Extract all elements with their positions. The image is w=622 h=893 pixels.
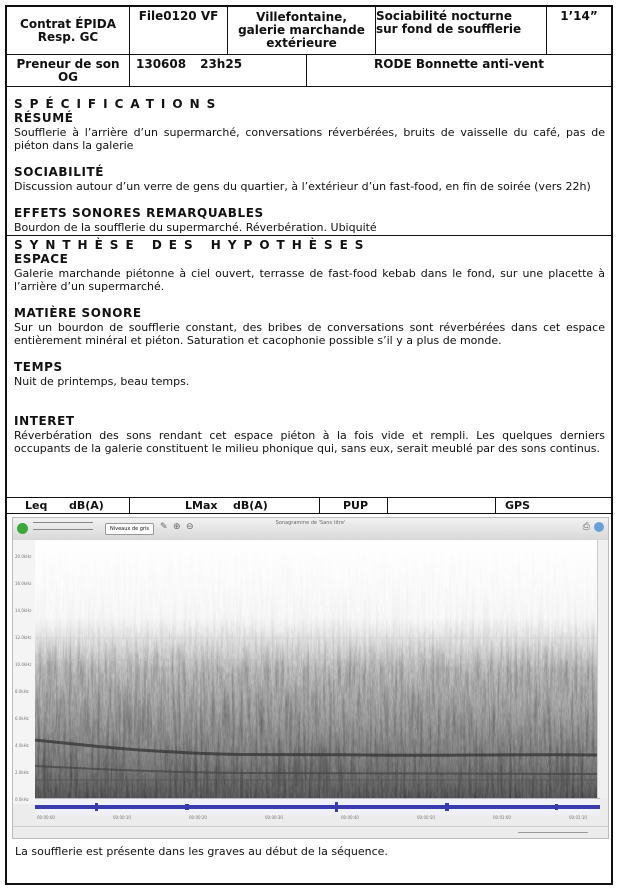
horizontal-zoom-slider[interactable] bbox=[518, 832, 588, 836]
frequency-tick: 12.0kHz bbox=[15, 635, 32, 640]
contrat-label: Contrat ÉPIDA bbox=[20, 16, 116, 31]
titre-line-2: sur fond de soufflerie bbox=[376, 22, 522, 36]
contrat-cell bbox=[7, 7, 130, 54]
caption: La soufflerie est présente dans les graves au début de la séquence. bbox=[15, 845, 388, 858]
materiel-label: RODE Bonnette anti-vent bbox=[374, 57, 544, 71]
time-axis bbox=[35, 814, 600, 824]
preneur-line-2: OG bbox=[57, 69, 79, 84]
print-icon[interactable]: ⎙ bbox=[582, 522, 590, 532]
gps-label: GPS bbox=[505, 499, 531, 512]
date-cell bbox=[130, 55, 307, 86]
gps-cell bbox=[496, 498, 611, 513]
time-tick: 00:00:50 bbox=[417, 815, 435, 820]
temps-heading: TEMPS bbox=[14, 360, 63, 374]
frequency-tick: 20.0kHz bbox=[15, 554, 32, 559]
time-tick: 00:00:00 bbox=[37, 815, 55, 820]
zoom-out-icon[interactable]: ⊖ bbox=[186, 522, 194, 532]
frequency-tick: 0.0kHz bbox=[15, 797, 29, 802]
header-row bbox=[7, 7, 611, 55]
vertical-scrollbar[interactable] bbox=[597, 540, 608, 798]
spectrogram-toolbar bbox=[13, 518, 608, 541]
file-label: File0120 VF bbox=[138, 9, 219, 23]
lmax-unit: dB(A) bbox=[233, 499, 268, 512]
espace-text: Galerie marchande piétonne à ciel ouvert, terrasse de fast-food kebab dans le fond, sur une placette à l’arrière d’un supermarché. bbox=[14, 267, 605, 293]
pup-cell bbox=[320, 498, 388, 513]
zoom-in-icon[interactable]: ⊕ bbox=[173, 522, 181, 532]
waveform-svg bbox=[35, 799, 600, 815]
settings-icon[interactable] bbox=[594, 522, 604, 532]
frequency-tick: 10.0kHz bbox=[15, 662, 32, 667]
titre-line-1: Sociabilité nocturne bbox=[376, 9, 512, 23]
spectrogram-footer bbox=[13, 826, 608, 839]
matiere-heading: MATIÈRE SONORE bbox=[14, 306, 142, 320]
leq-unit: dB(A) bbox=[69, 499, 104, 512]
time-tick: 00:01:00 bbox=[493, 815, 511, 820]
time-tick: 00:00:10 bbox=[113, 815, 131, 820]
resume-text: Soufflerie à l’arrière d’un supermarché, conversations réverbérées, bruits de vaisselle du café, pas de piéton dans la galerie bbox=[14, 126, 605, 152]
lmax-cell bbox=[130, 498, 320, 513]
titre-cell bbox=[376, 7, 547, 54]
color-dropdown[interactable]: Niveaux de gris bbox=[105, 523, 154, 535]
time-tick: 00:00:30 bbox=[265, 815, 283, 820]
temps-text: Nuit de printemps, beau temps. bbox=[14, 375, 190, 388]
resp-label: Resp. GC bbox=[37, 29, 99, 44]
lieu-line-3: extérieure bbox=[266, 36, 337, 50]
sociabilite-heading: SOCIABILITÉ bbox=[14, 165, 105, 179]
effets-heading: EFFETS SONORES REMARQUABLES bbox=[14, 206, 264, 220]
pup-label: PUP bbox=[343, 499, 369, 512]
time-tick: 00:00:20 bbox=[189, 815, 207, 820]
lieu-line-1: Villefontaine, bbox=[256, 10, 347, 24]
time-tick: 00:00:40 bbox=[341, 815, 359, 820]
text-content bbox=[7, 91, 611, 455]
frequency-tick: 8.0kHz bbox=[15, 689, 29, 694]
heure-label: 23h25 bbox=[200, 57, 243, 71]
espace-heading: ESPACE bbox=[14, 252, 69, 266]
frequency-axis bbox=[13, 540, 35, 804]
sociabilite-text: Discussion autour d’un verre de gens du quartier, à l’extérieur d’un fast-food, en fin de soirée (vers 22h) bbox=[14, 180, 591, 193]
gain-slider[interactable] bbox=[33, 529, 93, 535]
frequency-tick: 16.0kHz bbox=[15, 581, 32, 586]
effets-text: Bourdon de la soufflerie du supermarché. Réverbération. Ubiquité bbox=[14, 221, 377, 234]
resume-heading: RÉSUMÉ bbox=[14, 111, 74, 125]
lmax-label: LMax bbox=[185, 499, 218, 512]
subheader-row bbox=[7, 55, 611, 87]
duree-cell bbox=[547, 7, 611, 54]
measures-row bbox=[7, 497, 611, 514]
frequency-tick: 4.0kHz bbox=[15, 743, 29, 748]
zoom-icon[interactable]: ✎ bbox=[160, 522, 168, 532]
frequency-tick: 6.0kHz bbox=[15, 716, 29, 721]
materiel-cell bbox=[307, 55, 611, 86]
preneur-line-1: Preneur de son bbox=[16, 56, 120, 71]
matiere-text: Sur un bourdon de soufflerie constant, des bribes de conversations sont réverbérées dans cet espace entièrement minéral et piéton. Saturation et cacophonie possible s’il y a plus de monde. bbox=[14, 321, 605, 347]
date-label: 130608 bbox=[136, 57, 187, 71]
preneur-cell bbox=[7, 55, 130, 86]
frequency-tick: 2.0kHz bbox=[15, 770, 29, 775]
spectrogram-image bbox=[35, 540, 600, 798]
synthese-title: SYNTHÈSE DES HYPOTHÈSES bbox=[14, 238, 371, 252]
file-cell bbox=[130, 7, 228, 54]
lieu-cell bbox=[228, 7, 376, 54]
frequency-tick: 14.0kHz bbox=[15, 608, 32, 613]
duree-label: 1’14” bbox=[560, 9, 598, 23]
waveform-track bbox=[35, 798, 600, 815]
window-title: Sonagramme de 'Sans titre' bbox=[275, 520, 346, 526]
interet-text: Réverbération des sons rendant cet espace piéton à la fois vide et rempli. Les quelques derniers occupants de la galerie constituent le milieu phonique qui, sans eux, serait meublé par des sons continus. bbox=[14, 429, 605, 455]
leq-cell bbox=[7, 498, 130, 513]
spectrogram-window bbox=[12, 517, 609, 839]
spectrogram-svg bbox=[35, 540, 600, 798]
interet-heading: INTERET bbox=[14, 414, 75, 428]
fiche-sonore bbox=[5, 5, 613, 885]
leq-label: Leq bbox=[25, 499, 48, 512]
lieu-line-2: galerie marchande bbox=[238, 23, 365, 37]
specifications-title: SPÉCIFICATIONS bbox=[14, 97, 223, 111]
time-tick: 00:01:10 bbox=[569, 815, 587, 820]
pup-value-cell bbox=[388, 498, 496, 513]
